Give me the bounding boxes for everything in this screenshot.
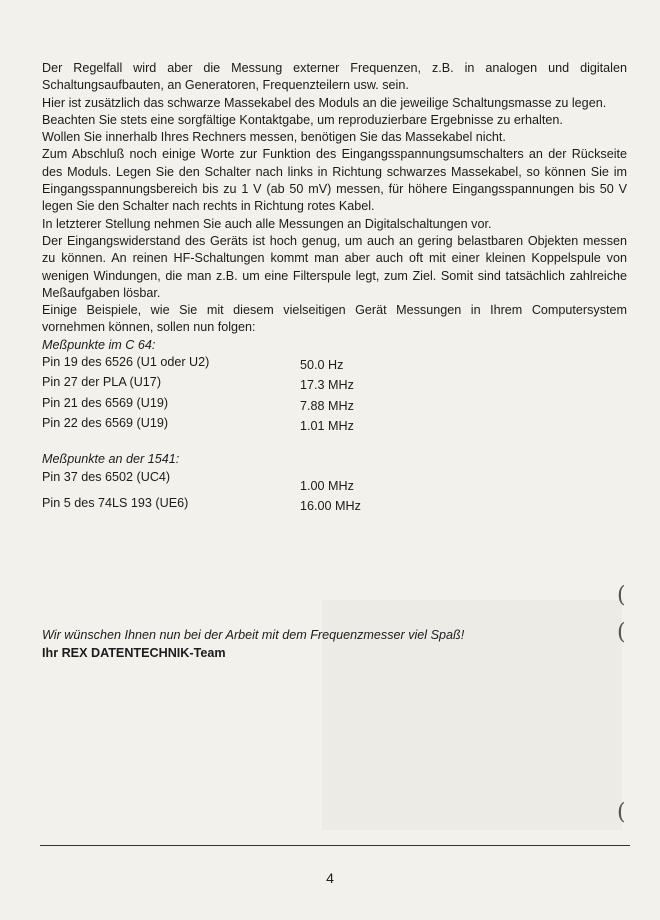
binding-mark-icon: ( (617, 800, 626, 825)
pin-label: Pin 37 des 6502 (UC4) (42, 469, 171, 484)
paragraph: Der Eingangswiderstand des Geräts ist hoch genug, um auch an gering belastbaren Objekten messen zu können. An reinen HF-Schaltungen kommt man aber auch oft mit einer kleinen Koppelspule von wenigen Windungen, die man z.B. um eine Filterspule legt, zum Ziel. Somit sind tatsächlich zahlreiche Meßaufgaben lösbar. (42, 233, 627, 300)
table-row (42, 415, 354, 435)
drive1541-heading: Meßpunkte an der 1541: (42, 452, 180, 467)
table-row (42, 374, 354, 394)
paragraph: In letzterer Stellung nehmen Sie auch alle Messungen an Digitalschaltungen vor. (42, 216, 492, 231)
c64-measurement-table (42, 354, 354, 435)
frequency-value: 7.88 MHz (300, 398, 354, 413)
frequency-value: 17.3 MHz (300, 378, 354, 393)
paragraph: Beachten Sie stets eine sorgfältige Kontaktgabe, um reproduzierbare Ergebnisse zu erhalten. (42, 112, 563, 127)
body-text (42, 60, 627, 515)
paragraph: Einige Beispiele, wie Sie mit diesem vielseitigen Gerät Messungen in Ihrem Computersystem vornehmen können, sollen nun folgen: (42, 303, 627, 335)
paragraph: Zum Abschluß noch einige Worte zur Funktion des Eingangsspannungsumschalters an der Rückseite des Moduls. Legen Sie den Schalter nach links in Richtung schwarzes Massekabel, so können Sie im Eingangsspannungsbereich bis zu 1 V (ab 50 mV) messen, für höhere Eingangsspannungen bis 50 V legen Sie den Schalter nach rechts in Richtung rotes Kabel. (42, 147, 627, 214)
paragraph: Hier ist zusätzlich das schwarze Massekabel des Moduls an die jeweilige Schaltungsmasse zu legen. (42, 95, 607, 110)
pin-label: Pin 27 der PLA (U17) (42, 375, 162, 390)
frequency-value: 1.01 MHz (300, 418, 354, 433)
binding-mark-icon: ( (617, 583, 626, 608)
frequency-value: 16.00 MHz (300, 498, 361, 513)
pin-label: Pin 5 des 74LS 193 (UE6) (42, 495, 189, 510)
pin-label: Pin 19 des 6526 (U1 oder U2) (42, 355, 210, 370)
binding-mark-icon: ( (617, 620, 626, 645)
frequency-value: 50.0 Hz (300, 358, 344, 373)
page-number: 4 (326, 870, 334, 886)
footer-divider (40, 845, 630, 846)
table-row (42, 469, 361, 495)
pin-label: Pin 21 des 6569 (U19) (42, 395, 169, 410)
closing-wish: Wir wünschen Ihnen nun bei der Arbeit mit dem Frequenzmesser viel Spaß! (42, 628, 465, 642)
c64-heading: Meßpunkte im C 64: (42, 337, 156, 352)
table-row (42, 495, 361, 515)
drive1541-measurement-table (42, 469, 361, 516)
frequency-value: 1.00 MHz (300, 478, 354, 493)
table-row (42, 395, 354, 415)
pin-label: Pin 22 des 6569 (U19) (42, 415, 169, 430)
team-signature: Ihr REX DATENTECHNIK-Team (42, 646, 226, 660)
paragraph: Wollen Sie innerhalb Ihres Rechners messen, benötigen Sie das Massekabel nicht. (42, 130, 506, 145)
table-row (42, 354, 354, 374)
paragraph: Der Regelfall wird aber die Messung externer Frequenzen, z.B. in analogen und digitalen Schaltungsaufbauten, an Generatoren, Frequenzteilern usw. sein. (42, 61, 627, 93)
